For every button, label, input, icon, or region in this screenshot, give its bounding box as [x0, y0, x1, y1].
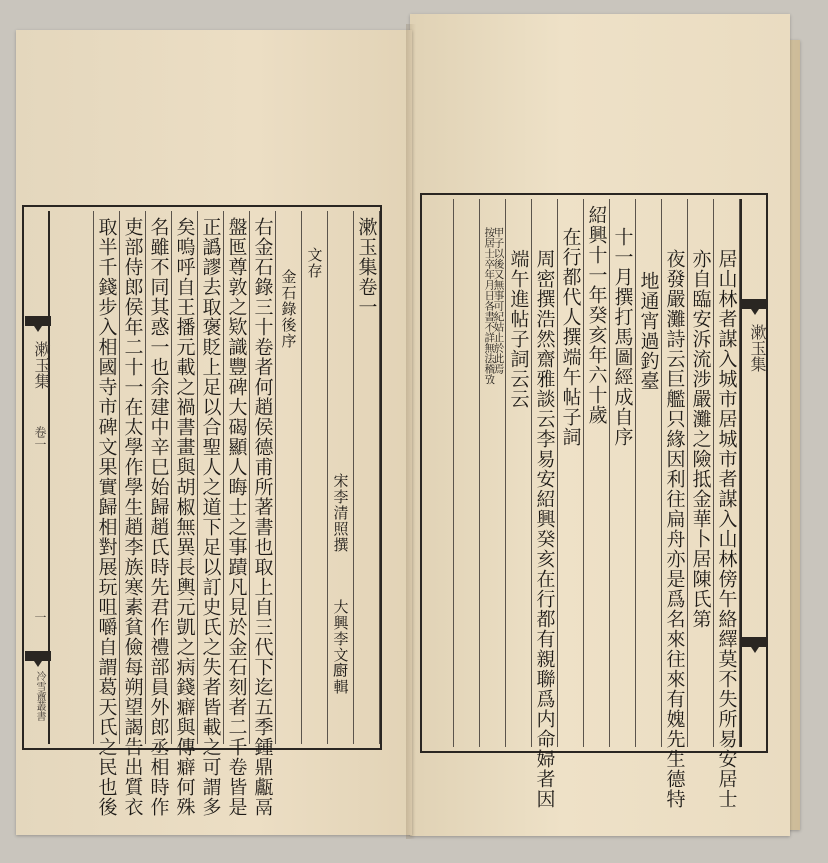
left-margin-strip: [26, 211, 50, 744]
text-column: [532, 199, 558, 809]
text-column: [302, 211, 328, 744]
blank-column: [428, 199, 454, 747]
text-column: [714, 199, 740, 809]
note-column: [480, 199, 506, 747]
text-column: [94, 211, 120, 817]
byline-editor: 大興李文𢊍輯: [331, 599, 350, 695]
byline-author: 宋李清照撰: [331, 473, 350, 553]
text-column: [276, 211, 302, 744]
margin-book-title: 漱玉集: [748, 324, 767, 372]
body-text: 矣嗚呼自王播元載之禍書畫與胡椒無異長輿元凱之病錢癖與傳癖何殊: [173, 217, 196, 817]
text-column: [688, 199, 714, 747]
body-text: 右金石錄三十卷者何趙侯德甫所著書也取上自三代下迄五季鍾鼎甗鬲: [251, 217, 274, 817]
body-text: 盤匜尊敦之欵識豐碑大碣顯人晦士之事蹟凡見於金石刻者二千卷皆是: [225, 217, 248, 817]
text-column: [558, 199, 584, 747]
blank-column: [50, 211, 94, 744]
text-column: [584, 199, 610, 747]
annotation-line: 按居士卒年月日各書不詳無法稽攷: [483, 227, 496, 385]
section-heading: 文存: [305, 247, 324, 279]
right-text-frame: [420, 193, 768, 809]
text-column: [120, 211, 146, 817]
fishtail-mark: [25, 316, 51, 326]
margin-volume: 卷一: [33, 426, 47, 450]
margin-series: 冷雪盦叢書: [34, 671, 45, 721]
body-text: 夜發嚴灘詩云巨艦只緣因利往扁舟亦是爲名來往來有媿先生德特: [663, 249, 686, 809]
text-column: [224, 211, 250, 817]
body-text: 正譌謬去取褒貶上足以合聖人之道下足以訂史氏之失者皆載之可謂多: [199, 217, 222, 817]
text-column: [250, 211, 276, 817]
margin-page-number: 一: [33, 611, 47, 623]
blank-column: [454, 199, 480, 747]
text-column: [354, 211, 380, 744]
text-column: [506, 199, 532, 747]
fishtail-mark-lower: [742, 637, 768, 647]
text-column: [172, 211, 198, 817]
margin-book-title: 漱玉集: [32, 341, 51, 389]
body-text: 端午進帖子詞云云: [507, 249, 530, 409]
fishtail-mark-lower: [25, 651, 51, 661]
body-text: 在行都代人撰端午帖子詞: [559, 227, 582, 447]
body-text: 十一月撰打馬圖經成自序: [611, 227, 634, 447]
text-column: [610, 199, 636, 747]
fishtail-mark: [742, 299, 768, 309]
text-column: [146, 211, 172, 817]
byline-column: [328, 211, 354, 744]
book-gutter: [406, 24, 416, 839]
body-text: 周密撰浩然齋雅談云李易安紹興癸亥在行都有親聯爲内命婦者因: [533, 249, 556, 809]
body-text: 居山林者謀入城市居城市者謀入山林傍午絡繹莫不失所易安居士: [715, 249, 738, 809]
text-column: [662, 199, 688, 809]
body-text: 地通宵過釣臺: [637, 271, 660, 391]
body-text: 吏部侍郎侯年二十一在太學作學生趙李族寒素貧儉每朔望謁告出質衣: [121, 217, 144, 817]
annotation-line: 甲子以後又無事可紀姑止於此焉: [492, 227, 505, 374]
body-text: 名雖不同其惑一也余建中辛巳始歸趙氏時先君作禮部員外郎丞相時作: [147, 217, 170, 817]
body-text: 取半千錢步入相國寺市碑文果實歸相對展玩咀嚼自謂葛天氏之民也後: [95, 217, 118, 817]
text-column: [198, 211, 224, 817]
essay-title: 金石錄後序: [279, 269, 298, 349]
volume-heading: 漱玉集卷一: [355, 217, 378, 317]
body-text: 亦自臨安泝流涉嚴灘之險抵金華卜居陳氏第: [689, 249, 712, 629]
text-column: [636, 199, 662, 747]
right-margin-strip: [740, 199, 766, 747]
year-heading: 紹興十一年癸亥年六十歲: [585, 205, 608, 425]
left-text-frame: [22, 205, 382, 817]
